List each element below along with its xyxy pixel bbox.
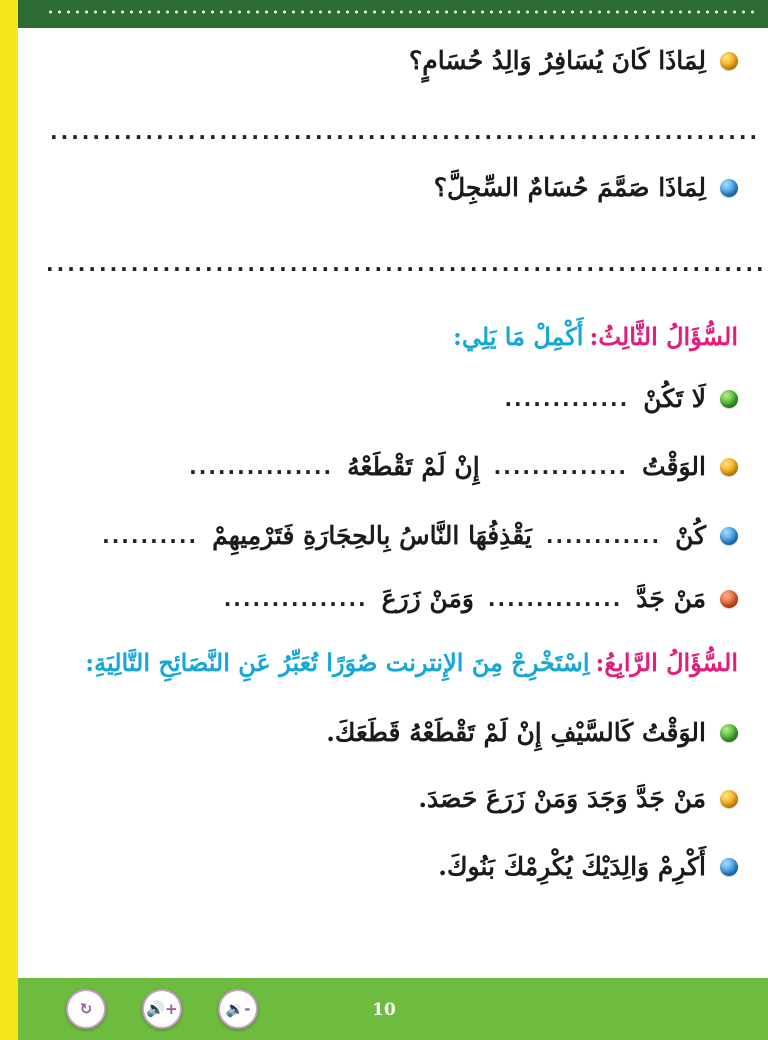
green-bullet-icon <box>720 724 738 742</box>
blue-bullet-icon <box>720 179 738 197</box>
blank-dots[interactable]: ............... <box>189 454 334 479</box>
item-text: يَقْذِفُهَا النَّاسُ بِالحِجَارَةِ فَتَرْمِيهِمْ <box>212 521 532 550</box>
blank-dots[interactable]: ............. <box>504 386 630 411</box>
volume-down-icon[interactable]: 🔉- <box>218 989 258 1029</box>
complete-item <box>18 584 738 613</box>
question-line <box>18 173 738 202</box>
blank-dots[interactable]: ............ <box>545 523 662 548</box>
complete-item <box>18 384 738 413</box>
blank-dots[interactable]: .............. <box>487 586 623 611</box>
item-text: إِنْ لَمْ تَقْطَعْهُ <box>347 452 480 481</box>
complete-item <box>18 452 738 481</box>
reload-icon[interactable]: ↻ <box>66 989 106 1029</box>
item-text: مَنْ جَدَّ <box>636 584 706 613</box>
item-text: وَمَنْ زَرَعَ <box>381 584 474 613</box>
advice-item <box>18 784 738 813</box>
answer-dotted-line[interactable]: .................................................................... <box>46 252 767 276</box>
question-4-heading <box>85 648 738 677</box>
green-bullet-icon <box>720 390 738 408</box>
blue-bullet-icon <box>720 527 738 545</box>
left-accent-bar <box>0 0 18 1040</box>
advice-text: مَنْ جَدَّ وَجَدَ وَمَنْ زَرَعَ حَصَدَ. <box>418 784 706 813</box>
complete-item <box>18 521 738 550</box>
worksheet-content <box>18 28 768 978</box>
item-text: كُنْ <box>675 521 706 550</box>
item-text: الوَقْتُ <box>642 452 706 481</box>
orange-bullet-icon <box>720 790 738 808</box>
question-text: لِمَاذَا كَانَ يُسَافِرُ وَالِدُ حُسَامٍ؟ <box>409 46 706 75</box>
red-bullet-icon <box>720 590 738 608</box>
top-header-bar <box>18 0 768 28</box>
blank-dots[interactable]: ............... <box>223 586 368 611</box>
blank-dots[interactable]: .......... <box>102 523 199 548</box>
orange-bullet-icon <box>720 458 738 476</box>
orange-bullet-icon <box>720 52 738 70</box>
question-3-heading <box>453 322 738 351</box>
item-text: لَا تَكُنْ <box>643 384 706 413</box>
question-text: لِمَاذَا صَمَّمَ حُسَامٌ السِّجِلَّ؟ <box>433 173 706 202</box>
question-line <box>18 46 738 75</box>
advice-text: أَكْرِمْ وَالِدَيْكَ يُكْرِمْكَ بَنُوكَ. <box>438 852 706 881</box>
advice-item <box>18 718 738 747</box>
question-3-label: السُّؤَالُ الثَّالِثُ: <box>589 322 738 351</box>
footer-bar <box>0 978 768 1040</box>
page-number: 10 <box>372 1000 396 1020</box>
question-3-instruction: أَكْمِلْ مَا يَلِي: <box>452 322 584 351</box>
question-4-instruction: اِسْتَخْرِجْ مِنَ الإِنترنت صُوَرًا تُعَبِّرُ عَنِ النَّصَائِحِ التَّالِيَةِ: <box>85 648 590 677</box>
volume-up-icon[interactable]: 🔊+ <box>142 989 182 1029</box>
question-4-label: السُّؤَالُ الرَّابِعُ: <box>595 648 738 677</box>
blue-bullet-icon <box>720 858 738 876</box>
advice-text: الوَقْتُ كَالسَّيْفِ إِنْ لَمْ تَقْطَعْهُ قَطَعَكَ. <box>326 718 706 747</box>
blank-dots[interactable]: .............. <box>493 454 629 479</box>
advice-item <box>18 852 738 881</box>
answer-dotted-line[interactable]: ................................................................... <box>50 120 761 144</box>
